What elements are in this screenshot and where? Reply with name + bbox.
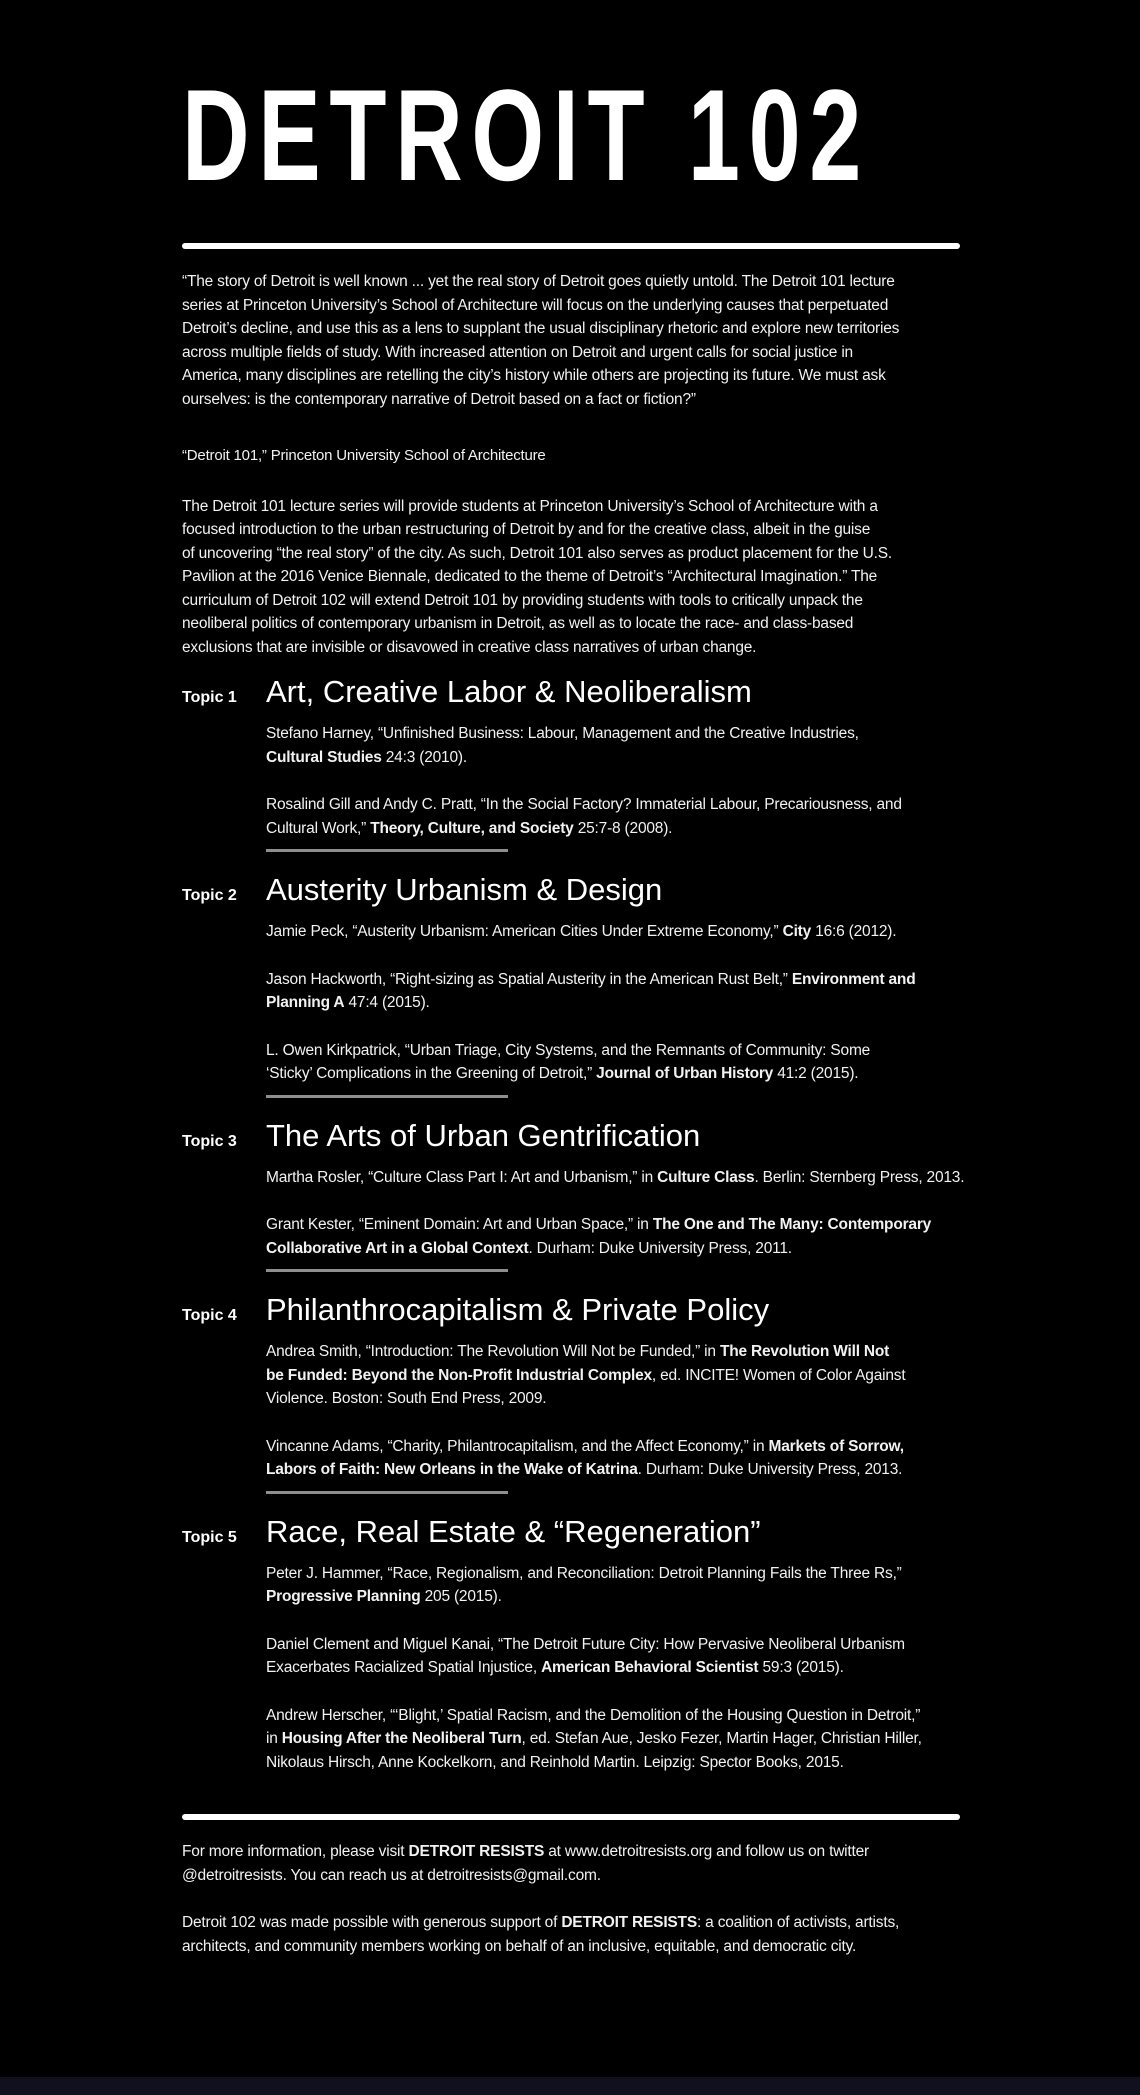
description-line [182,542,960,566]
topic-label: Topic 2 [182,887,237,904]
quote-line [182,294,960,318]
text-segment: 16:6 (2012). [811,923,897,940]
title-rule [182,243,960,249]
footer-info [182,1840,960,1958]
citation-line [266,1704,966,1728]
text-segment: . Durham: Duke University Press, 2011. [528,1239,792,1257]
emphasis-text: Markets of Sorrow, [768,1437,904,1455]
citation-line [266,793,966,817]
course-description [182,495,960,660]
topic-heading-row [182,672,960,712]
citation [266,1435,966,1482]
citation-line [266,1364,966,1388]
text-segment: curriculum of Detroit 102 will extend Detroit 101 by providing students with tools to critically unpack the [182,591,863,609]
page-title: DETROIT 102 [182,62,870,208]
text-segment: Exacerbates Racialized Spatial Injustice, [266,1659,542,1676]
emphasis-text: be Funded: Beyond the Non-Profit Industrial Complex [266,1366,652,1384]
emphasis-text: The Revolution Will Not [719,1343,890,1360]
citation [266,1166,966,1190]
text-segment: Andrew Herscher, “‘Blight,’ Spatial Racism, and the Demolition of the Housing Question in Detroit,” [266,1706,921,1724]
emphasis-text: The One and The Many: Contemporary [652,1216,932,1233]
citation [266,1340,966,1411]
text-segment: ourselves: is the contemporary narrative of Detroit based on a fact or fiction?” [182,390,696,408]
topic-separator [266,849,508,852]
text-segment: Vincanne Adams, “Charity, Philantrocapitalism, and the Affect Economy,” in [266,1437,769,1455]
citation [266,968,966,1015]
topic-title: Austerity Urbanism & Design [266,872,663,907]
footer-line [182,1911,960,1935]
emphasis-text: Planning A [266,994,345,1011]
topic-separator [266,1269,508,1272]
text-segment: exclusions that are invisible or disavowed in creative class narratives of urban change. [182,638,757,656]
topic-heading-row [182,1116,960,1156]
description-line [182,495,960,519]
text-segment: architects, and community members working on behalf of an inclusive, equitable, and democratic city. [182,1937,857,1955]
topic-title: The Arts of Urban Gentrification [266,1117,701,1153]
text-segment: Jamie Peck, “Austerity Urbanism: American Cities Under Extreme Economy,” [266,923,783,940]
text-segment: The Detroit 101 lecture series will provide students at Princeton University’s School of Architecture with a [182,497,878,515]
emphasis-text: DETROIT RESISTS [561,1914,697,1931]
citation [266,722,966,769]
citation [266,1704,966,1775]
bottom-strip [0,2077,1140,2095]
intro-quote [182,270,960,411]
topic-separator [266,1095,508,1098]
text-segment: Jason Hackworth, “Right-sizing as Spatial Austerity in the American Rust Belt,” [266,970,792,988]
text-segment: 24:3 (2010). [381,748,467,766]
emphasis-text: Progressive Planning [266,1588,421,1605]
topic-label: Topic 1 [182,689,237,706]
quote-line [182,388,960,412]
description-line [182,518,960,542]
emphasis-text: Cultural Studies [266,748,382,766]
citation-line [266,968,966,992]
text-segment: at www.detroitresists.org and follow us on twitter [544,1843,870,1860]
emphasis-text: Journal of Urban History [596,1065,774,1082]
citation-line [266,1633,966,1657]
text-segment: Detroit 102 was made possible with generous support of [182,1914,562,1931]
text-segment: Andrea Smith, “Introduction: The Revolution Will Not be Funded,” in [266,1343,720,1360]
text-segment: series at Princeton University’s School of Architecture will focus on the underlying causes that perpetuated [182,296,889,314]
description-line [182,589,960,613]
topic-heading-row [182,870,960,910]
text-segment: For more information, please visit [182,1843,409,1860]
text-segment: , ed. Stefan Aue, Jesko Fezer, Martin Hager, Christian Hiller, [521,1730,922,1747]
text-segment: Pavilion at the 2016 Venice Biennale, dedicated to the theme of Detroit’s “Architectural Imagination.” The [182,568,878,585]
quote-attribution: “Detroit 101,” Princeton University School of Architecture [182,447,546,464]
emphasis-text: Labors of Faith: New Orleans in the Wake of Katrina [266,1461,638,1478]
topic-title: Art, Creative Labor & Neoliberalism [266,674,752,709]
text-segment: . Berlin: Sternberg Press, 2013. [754,1168,965,1186]
quote-line [182,270,960,294]
quote-line [182,317,960,341]
footer-line [182,1840,960,1864]
description-line [182,636,960,660]
text-segment: of uncovering “the real story” of the city. As such, Detroit 101 also serves as product placement for the U.S. [182,544,893,562]
emphasis-text: City [782,923,812,940]
text-segment: Cultural Work,” [266,819,371,837]
topic-heading-row [182,1512,960,1552]
emphasis-text: Housing After the Neoliberal Turn [281,1730,522,1747]
quote-line [182,364,960,388]
text-segment: focused introduction to the urban restructuring of Detroit by and for the creative class, albeit in the guise [182,521,871,538]
text-segment: 205 (2015). [420,1588,502,1605]
text-segment: Rosalind Gill and Andy C. Pratt, “In the Social Factory? Immaterial Labour, Precariousness, and [266,796,902,813]
text-segment: neoliberal politics of contemporary urbanism in Detroit, as well as to locate the race- and class-based [182,615,854,632]
text-segment: Martha Rosler, “Culture Class Part I: Art and Urbanism,” in [266,1168,658,1186]
citation-line [266,722,966,746]
footer-paragraph [182,1840,960,1887]
text-segment: Detroit’s decline, and use this as a lens to supplant the usual disciplinary rhetoric and explore new territories [182,320,900,337]
topic-title: Race, Real Estate & “Regeneration” [266,1513,761,1549]
text-segment: Peter J. Hammer, “Race, Regionalism, and Reconciliation: Detroit Planning Fails the Three Rs,” [266,1564,902,1582]
emphasis-text: Culture Class [657,1168,755,1186]
citation-line [266,1340,966,1364]
topic-separator [266,1491,508,1494]
citation [266,920,966,944]
text-segment: , ed. INCITE! Women of Color Against [651,1366,906,1384]
text-segment: ‘Sticky’ Complications in the Greening of Detroit,” [266,1065,597,1082]
citation [266,1039,966,1086]
citation-line [266,1751,966,1775]
emphasis-text: Environment and [791,970,916,988]
citation-line [266,1039,966,1063]
text-segment: @detroitresists. You can reach us at detroitresists@gmail.com. [182,1866,601,1884]
description-line [182,612,960,636]
topic-label: Topic 4 [182,1307,237,1324]
citation-line [266,746,966,770]
text-segment: 59:3 (2015). [758,1659,844,1676]
citation-line [266,1166,966,1190]
text-segment: : a coalition of activists, artists, [696,1914,900,1931]
text-segment: 41:2 (2015). [773,1065,859,1082]
text-segment: Violence. Boston: South End Press, 2009. [266,1390,547,1407]
text-segment: L. Owen Kirkpatrick, “Urban Triage, City Systems, and the Remnants of Community: Some [266,1041,871,1059]
text-segment: Stefano Harney, “Unfinished Business: Labour, Management and the Creative Industries, [266,725,859,742]
citation-line [266,817,966,841]
citation-line [266,1727,966,1751]
emphasis-text: American Behavioral Scientist [541,1659,759,1676]
emphasis-text: Collaborative Art in a Global Context [266,1239,529,1257]
citation-line [266,1562,966,1586]
topic-heading-row [182,1290,960,1330]
text-segment: across multiple fields of study. With increased attention on Detroit and urgent calls for social justice in [182,343,853,361]
citation [266,1562,966,1609]
citation-line [266,1585,966,1609]
citation-line [266,1213,966,1237]
citation-line [266,920,966,944]
description-line [182,565,960,589]
text-segment: in [266,1730,282,1747]
footer-paragraph [182,1911,960,1958]
citation [266,1633,966,1680]
citation-line [266,1435,966,1459]
topic-label: Topic 5 [182,1528,237,1546]
citation [266,793,966,840]
topic-title: Philanthrocapitalism & Private Policy [266,1292,770,1327]
citation-line [266,1458,966,1482]
citation [266,1213,966,1260]
text-segment: Nikolaus Hirsch, Anne Kockelkorn, and Reinhold Martin. Leipzig: Spector Books, 2015. [266,1753,844,1771]
citation-line [266,1387,966,1411]
text-segment: Daniel Clement and Miguel Kanai, “The Detroit Future City: How Pervasive Neoliberal Urbanism [266,1635,905,1653]
citation-line [266,1062,966,1086]
footer-line [182,1864,960,1888]
text-segment: “The story of Detroit is well known ... yet the real story of Detroit goes quietly untold. The Detroit 101 lecture [182,273,895,290]
footer-line [182,1935,960,1959]
topic-label: Topic 3 [182,1132,237,1150]
text-segment: . Durham: Duke University Press, 2013. [637,1461,903,1478]
text-segment: 47:4 (2015). [344,994,430,1011]
text-segment: America, many disciplines are retelling the city’s history while others are projecting its future. We must ask [182,367,886,384]
citation-line [266,1656,966,1680]
citation-line [266,1237,966,1261]
citation-line [266,991,966,1015]
footer-rule [182,1814,960,1820]
topics-section [182,672,965,1774]
quote-line [182,341,960,365]
poster-content [0,62,1140,1958]
emphasis-text: Theory, Culture, and Society [370,819,574,837]
text-segment: 25:7-8 (2008). [573,819,673,837]
text-segment: Grant Kester, “Eminent Domain: Art and Urban Space,” in [266,1216,653,1233]
emphasis-text: DETROIT RESISTS [408,1843,545,1860]
